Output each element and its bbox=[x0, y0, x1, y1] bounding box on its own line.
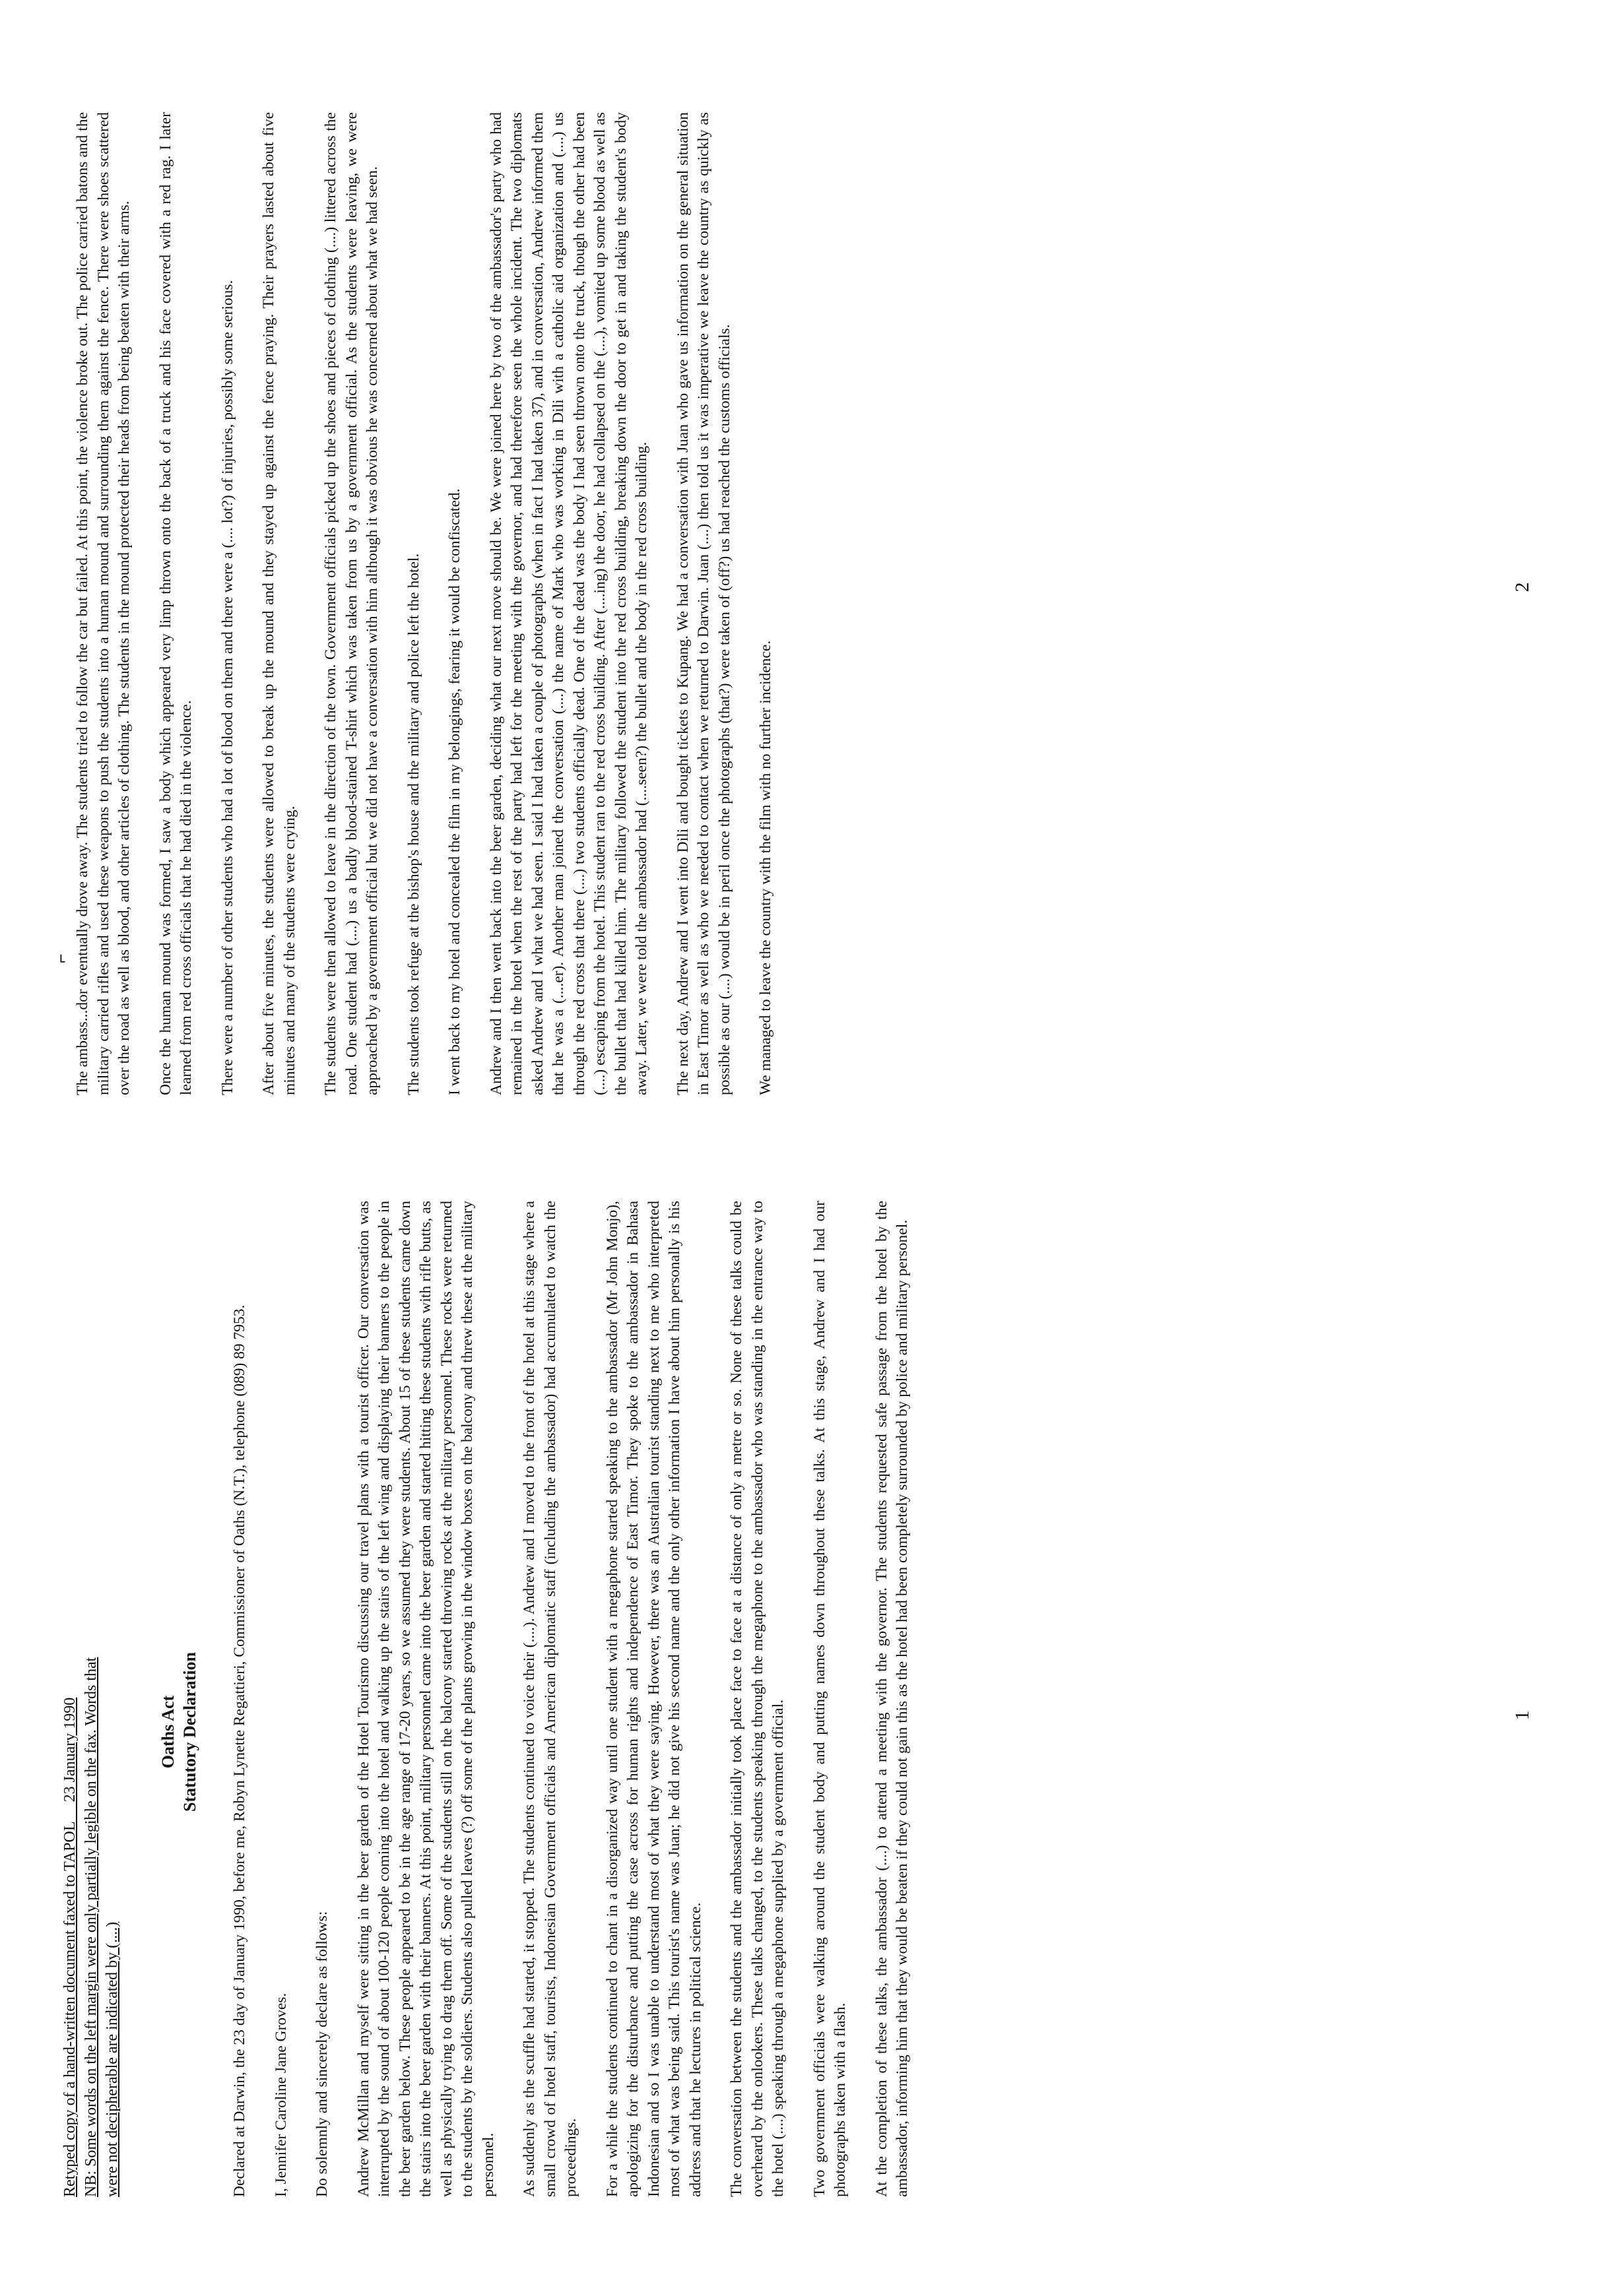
paragraph-concealed-film: I went back to my hotel and concealed the film in my belongings, fearing it would be confiscated. bbox=[446, 488, 463, 1095]
document-title: Oaths Act bbox=[158, 1695, 178, 1769]
document-heading bbox=[157, 1201, 201, 2197]
retype-note-line-3: were not decipherable are indicated by (....) bbox=[104, 1921, 121, 2197]
page-number-1: 1 bbox=[1511, 1710, 1533, 1721]
paragraph-declarant: I, Jennifer Caroline Jane Groves. bbox=[272, 1993, 290, 2197]
handwritten-correction-mark: ⌐ bbox=[51, 953, 71, 963]
retype-note-line-1: Retyped copy of a hand-written document faxed to TAPOL 23 January 1990 bbox=[61, 1697, 79, 2197]
paragraph-left-country: We managed to leave the country with the film with no further incidence. bbox=[757, 640, 774, 1095]
paragraph-leave-town: The students were then allowed to leave in the direction of the town. Government officials picked up the shoes and pieces of clothing (....) littered across the road. One student had (....) us a badly blood-stained T-shirt which was taken from us by a government official. As the students were leaving, we were approached by a government official but we did not have a conversation with him although it was obvious he was concerned about what we had seen. bbox=[322, 112, 381, 1095]
retype-note-line-2: NB: Some words on the left margin were only partially legible on the fax. Words that bbox=[82, 1657, 100, 2197]
paragraph-next-day: The next day, Andrew and I went into Dili and bought tickets to Kupang. We had a conversation with Juan who gave us information on the general situation in East Timor as well as who we needed to contact when we returned to Darwin. Juan (....) then told us it was imperative we leave the country as quickly as possible as our (....) would be in peril once the photographs (that?) were taken of (off?) us had reached the customs officials. bbox=[674, 112, 733, 1095]
paragraph-megaphone: For a while the students continued to chant in a disorganized way until one student with a megaphone started speaking to the ambassador (Mr John Monjo), apologizing for the disturbance and putting the case across for human rights and independence of East Timor. They spoke to the ambassador in Bahasa Indonesian and so I was unable to understand most of what they were saying. However, there was an Australian tourist standing next to me who interpreted most of what was being said. This tourist's name was Juan; he did not give his second name and the only other information I have about him personally is his address and that he lectures in political science. bbox=[603, 1201, 704, 2197]
paragraph-injuries: There were a number of other students who had a lot of blood on them and there were a (.... lot?) of injuries, possibly some serious. bbox=[218, 280, 236, 1095]
paragraph-violence: The ambass...dor eventually drove away. The students tried to follow the car but failed. At this point, the violence broke out. The police carried batons and the military carried rifles and used these weapons to push the students into a human mound and surrounding them against the fence. There were shoes scattered over the road as well as blood, and other articles of clothing. The students in the mound protected their heads from being beaten with their arms. bbox=[74, 112, 133, 1095]
retype-note bbox=[59, 1201, 123, 2197]
page-number-2: 2 bbox=[1511, 582, 1533, 592]
paragraph-conversation: The conversation between the students and the ambassador initially took place face to face at a distance of only a metre or so. None of these talks could be overheard by the onlookers. These talks changed, to the students speaking through the megaphone to the ambassador who was standing in the entrance way to the hotel (....) speaking through a megaphone supplied by a government official. bbox=[728, 1201, 787, 2197]
paragraph-scuffle-stopped: As suddenly as the scuffle had started, it stopped. The students continued to voice their (....). Andrew and I moved to the front of the hotel at this stage where a small crowd of hotel staff, tourists, Indonesian Government officials and American diplomatic staff (including the ambassador) had accumulated to watch the proceedings. bbox=[521, 1201, 579, 2197]
paragraph-praying: After about five minutes, the students were allowed to break up the mound and they stayed up against the fence praying. Their prayers lasted about five minutes and many of the students were crying. bbox=[260, 112, 298, 1095]
paragraph-officials-names: Two government officials were walking around the student body and putting names down throughout these talks. At this stage, Andrew and I had our photographs taken with a flash. bbox=[810, 1201, 849, 2197]
paragraph-beer-garden: Andrew McMillan and myself were sitting in the beer garden of the Hotel Tourismo discussing our travel plans with a tourist officer. Our conversation was interrupted by the sound of about 100-120 people coming into the hotel and walking up the stairs of the left wing and displaying their banners to the people in the beer garden below. These people appeared to be in the age range of 17-20 years, so we assumed they were students. About 15 of these students came down the stairs into the beer garden with their banners. At this point, military personnel came into the beer garden and started hitting these students with rifle butts, as well as physically trying to drag them off. Some of the students still on the balcony started throwing rocks at the military personnel. These rocks were returned to the students by the soldiers. Students also pulled leaves (?) off some of the plants growing in the window boxes on the balcony and threw these at the military personnel. bbox=[354, 1201, 497, 2197]
paragraph-solemnly-declare: Do solemnly and sincerely declare as follows: bbox=[313, 1911, 331, 2197]
paragraph-bishops-house: The students took refuge at the bishop's house and the military and police left the hotel. bbox=[405, 553, 422, 1095]
paragraph-diplomats: Andrew and I then went back into the beer garden, deciding what our next move should be. We were joined here by two of the ambassador's party who had remained in the hotel when the rest of the party had left for the meeting with the governor, and had therefore seen the whole incident. The two diplomats asked Andrew and I what we had seen. I said I had taken a couple of photographs (when in fact I had taken 37), and in conversation, Andrew informed them that he was a (....er). Another man joined the conversation (....) the name of Mark who was working in Dili with a catholic aid organization and (....) us through the red cross that there (....) two students officially dead. One of the dead was the body I had seen thrown onto the truck, though the other had been (....) escaping from the hotel. This student ran to the red cross building. After (....ing) the door, he had collapsed on the (....), vomited up some blood as well as the bullet that had killed him. The military followed the student into the red cross building, breaking down the door to get in and taking the student's body away. Later, we were told the ambassador had (....seen?) the bullet and the body in the red cross building. bbox=[487, 112, 650, 1095]
page-1 bbox=[0, 1148, 1605, 2296]
paragraph-safe-passage: At the completion of these talks, the ambassador (....) to attend a meeting with the governor. The students requested safe passage from the hotel by the ambassador, informing him that they would be beaten if they could not gain this as the hotel had been completely surrounded by police and military personel. bbox=[872, 1201, 911, 2197]
paragraph-human-mound: Once the human mound was formed, I saw a body which appeared very limp thrown onto the back of a truck and his face covered with a red rag. I later learned from red cross officials that he had died in the violence. bbox=[156, 112, 195, 1095]
document-subtitle: Statutory Declaration bbox=[180, 1652, 199, 1812]
paragraph-declared-at: Declared at Darwin, the 23 day of January 1990, before me, Robyn Lynette Regattieri, Commissioner of Oaths (N.T.), telephone (089) 89 7953. bbox=[231, 1304, 248, 2197]
